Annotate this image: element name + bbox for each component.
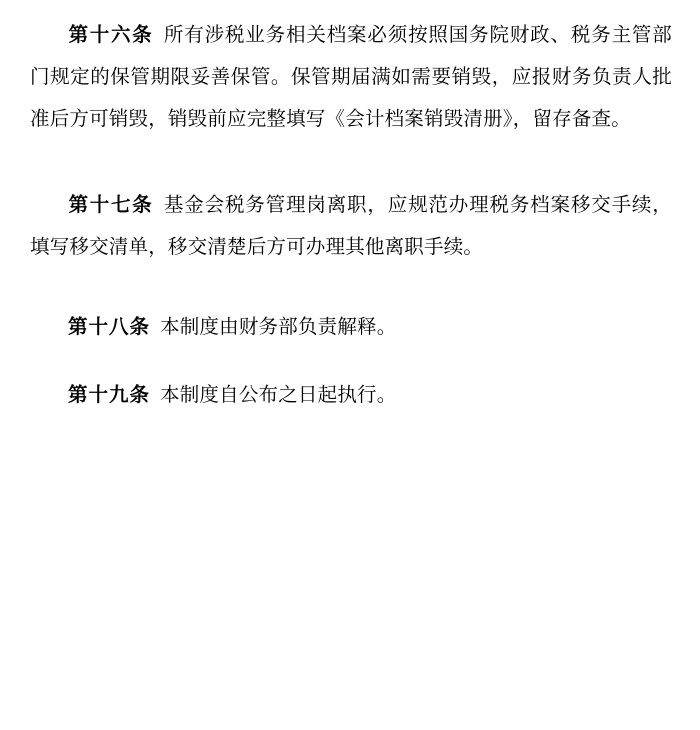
article-16-text: 所有涉税业务相关档案必须按照国务院财政、税务主管部门规定的保管期限妥善保管。保管期届满如需要销毁，应报财务负责人批准后方可销毁，销毁前应完整填写《会计档案销毁清册》，留存备查。: [30, 23, 672, 130]
article-19-text: 本制度自公布之日起执行。: [160, 383, 397, 406]
article-17-text: 基金会税务管理岗离职，应规范办理税务档案移交手续， 填写移交清单，移交清楚后方可办理其他离职手续。: [30, 193, 672, 258]
article-19: [30, 374, 672, 416]
article-18-label: 第十八条: [68, 315, 151, 338]
article-19-label: 第十九条: [68, 383, 151, 406]
article-18-text: 本制度由财务部负责解释。: [160, 315, 397, 338]
article-18: [30, 306, 672, 348]
article-16-label: 第十六条: [68, 23, 154, 46]
article-16: [30, 14, 672, 140]
article-17: [30, 184, 672, 268]
article-17-label: 第十七条: [68, 193, 154, 216]
